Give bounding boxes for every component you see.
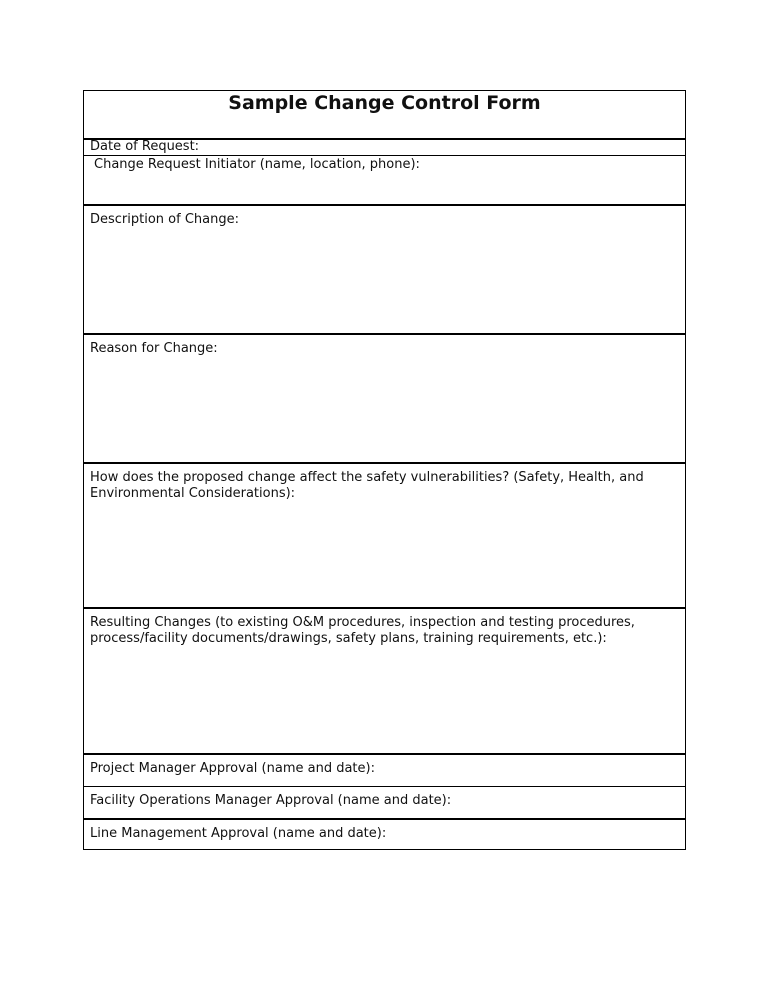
- initiator-field[interactable]: [84, 155, 685, 204]
- project-manager-approval-label: Project Manager Approval (name and date):: [90, 761, 375, 776]
- resulting-changes-field[interactable]: [84, 607, 685, 753]
- facility-ops-approval-field[interactable]: [84, 786, 685, 818]
- safety-label: How does the proposed change affect the safety vulnerabilities? (Safety, Health, and Environmental Considerations):: [90, 470, 644, 501]
- title-row: [84, 91, 685, 138]
- form-title: Sample Change Control Form: [228, 92, 541, 114]
- facility-ops-approval-label: Facility Operations Manager Approval (name and date):: [90, 793, 452, 808]
- initiator-label: Change Request Initiator (name, location, phone):: [94, 157, 420, 172]
- date-of-request-field[interactable]: [84, 138, 685, 155]
- project-manager-approval-field[interactable]: [84, 753, 685, 786]
- line-mgmt-approval-field[interactable]: [84, 818, 685, 849]
- reason-field[interactable]: [84, 333, 685, 462]
- description-label: Description of Change:: [90, 212, 239, 227]
- line-mgmt-approval-label: Line Management Approval (name and date):: [90, 826, 387, 841]
- reason-label: Reason for Change:: [90, 341, 218, 356]
- date-of-request-label: Date of Request:: [90, 139, 200, 154]
- change-control-form: [83, 90, 686, 850]
- description-field[interactable]: [84, 204, 685, 333]
- resulting-changes-label: Resulting Changes (to existing O&M procedures, inspection and testing procedures, process/facility documents/drawings, safety plans, training requirements, etc.):: [90, 615, 635, 646]
- safety-field[interactable]: [84, 462, 685, 607]
